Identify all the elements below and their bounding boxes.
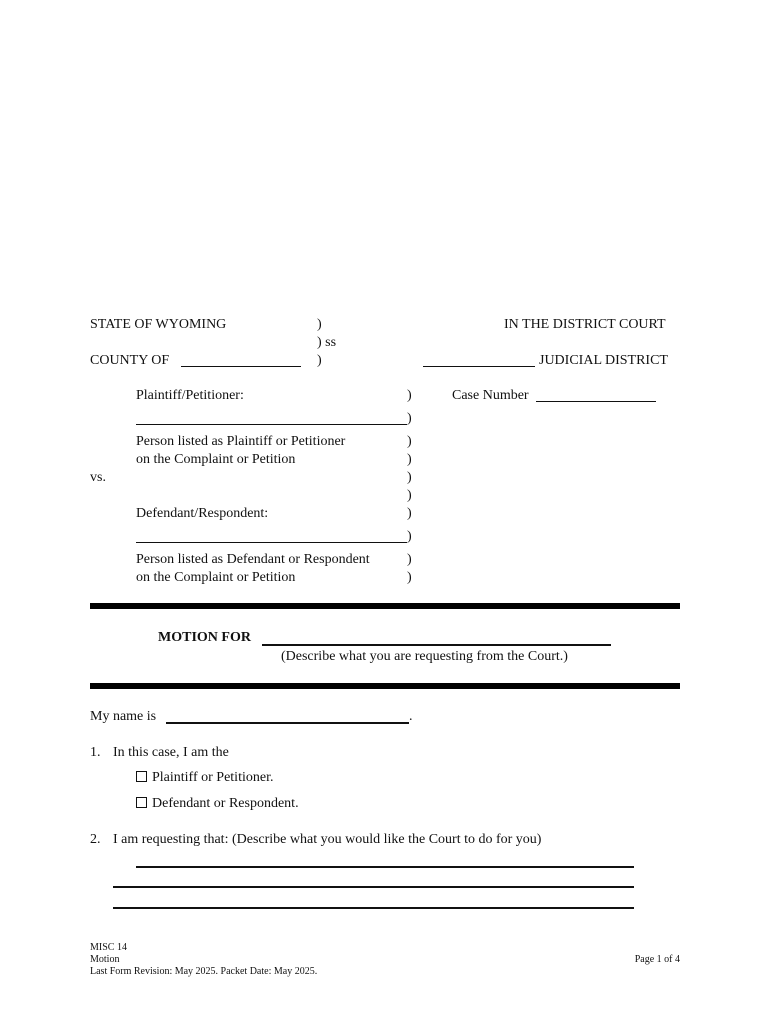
defendant-note: on the Complaint or Petition bbox=[136, 570, 296, 585]
option-defendant-label: Defendant or Respondent. bbox=[152, 796, 299, 811]
plaintiff-note: Person listed as Plaintiff or Petitioner bbox=[136, 434, 346, 449]
county-field[interactable] bbox=[181, 366, 301, 367]
option-plaintiff bbox=[136, 770, 273, 786]
motion-title-field[interactable] bbox=[262, 644, 611, 646]
page-number: Page 1 of 4 bbox=[634, 954, 680, 965]
divider bbox=[90, 683, 680, 689]
caption-paren: ) bbox=[317, 353, 322, 368]
caption-paren: ) bbox=[407, 488, 412, 503]
case-number-label: Case Number bbox=[452, 388, 529, 403]
caption-paren: ) bbox=[407, 388, 412, 403]
caption-paren: ) bbox=[407, 470, 412, 485]
judicial-district-label: JUDICIAL DISTRICT bbox=[539, 353, 668, 368]
my-name-field[interactable] bbox=[166, 722, 409, 724]
caption-paren: ) bbox=[407, 434, 412, 449]
case-number-field[interactable] bbox=[536, 401, 656, 402]
request-line[interactable] bbox=[136, 866, 634, 868]
defendant-note: Person listed as Defendant or Respondent bbox=[136, 552, 370, 567]
caption-paren: ) bbox=[407, 452, 412, 467]
state-label: STATE OF WYOMING bbox=[90, 317, 227, 332]
option-plaintiff-label: Plaintiff or Petitioner. bbox=[152, 770, 274, 785]
option-defendant bbox=[136, 796, 299, 812]
item-number: 1. bbox=[90, 745, 101, 760]
county-label: COUNTY OF bbox=[90, 353, 170, 368]
caption-paren: ) bbox=[407, 411, 412, 426]
caption-paren: ) bbox=[317, 317, 322, 332]
judicial-district-field[interactable] bbox=[423, 366, 535, 367]
my-name-period: . bbox=[409, 709, 413, 724]
form-id: MISC 14 bbox=[90, 942, 127, 953]
divider bbox=[90, 603, 680, 609]
caption-paren: ) bbox=[407, 570, 412, 585]
motion-title: MOTION FOR bbox=[158, 630, 251, 645]
ss-label: ) ss bbox=[317, 335, 337, 350]
defendant-checkbox[interactable] bbox=[136, 797, 147, 808]
vs-label: vs. bbox=[90, 470, 106, 485]
item2-text: I am requesting that: (Describe what you would like the Court to do for you) bbox=[113, 832, 542, 847]
court-label: IN THE DISTRICT COURT bbox=[504, 317, 666, 332]
plaintiff-name-field[interactable] bbox=[136, 424, 407, 425]
request-line[interactable] bbox=[113, 907, 634, 909]
caption-paren: ) bbox=[407, 506, 412, 521]
caption-paren: ) bbox=[407, 552, 412, 567]
plaintiff-label: Plaintiff/Petitioner: bbox=[136, 388, 244, 403]
plaintiff-checkbox[interactable] bbox=[136, 771, 147, 782]
motion-instructions: (Describe what you are requesting from the Court.) bbox=[281, 649, 568, 664]
caption-paren: ) bbox=[407, 529, 412, 544]
item1-text: In this case, I am the bbox=[113, 745, 229, 760]
my-name-label: My name is bbox=[90, 709, 157, 724]
form-revision: Last Form Revision: May 2025. Packet Date: May 2025. bbox=[90, 966, 318, 977]
defendant-name-field[interactable] bbox=[136, 542, 407, 543]
defendant-label: Defendant/Respondent: bbox=[136, 506, 269, 521]
plaintiff-note: on the Complaint or Petition bbox=[136, 452, 296, 467]
request-line[interactable] bbox=[113, 886, 634, 888]
item-number: 2. bbox=[90, 832, 101, 847]
form-name: Motion bbox=[90, 954, 120, 965]
